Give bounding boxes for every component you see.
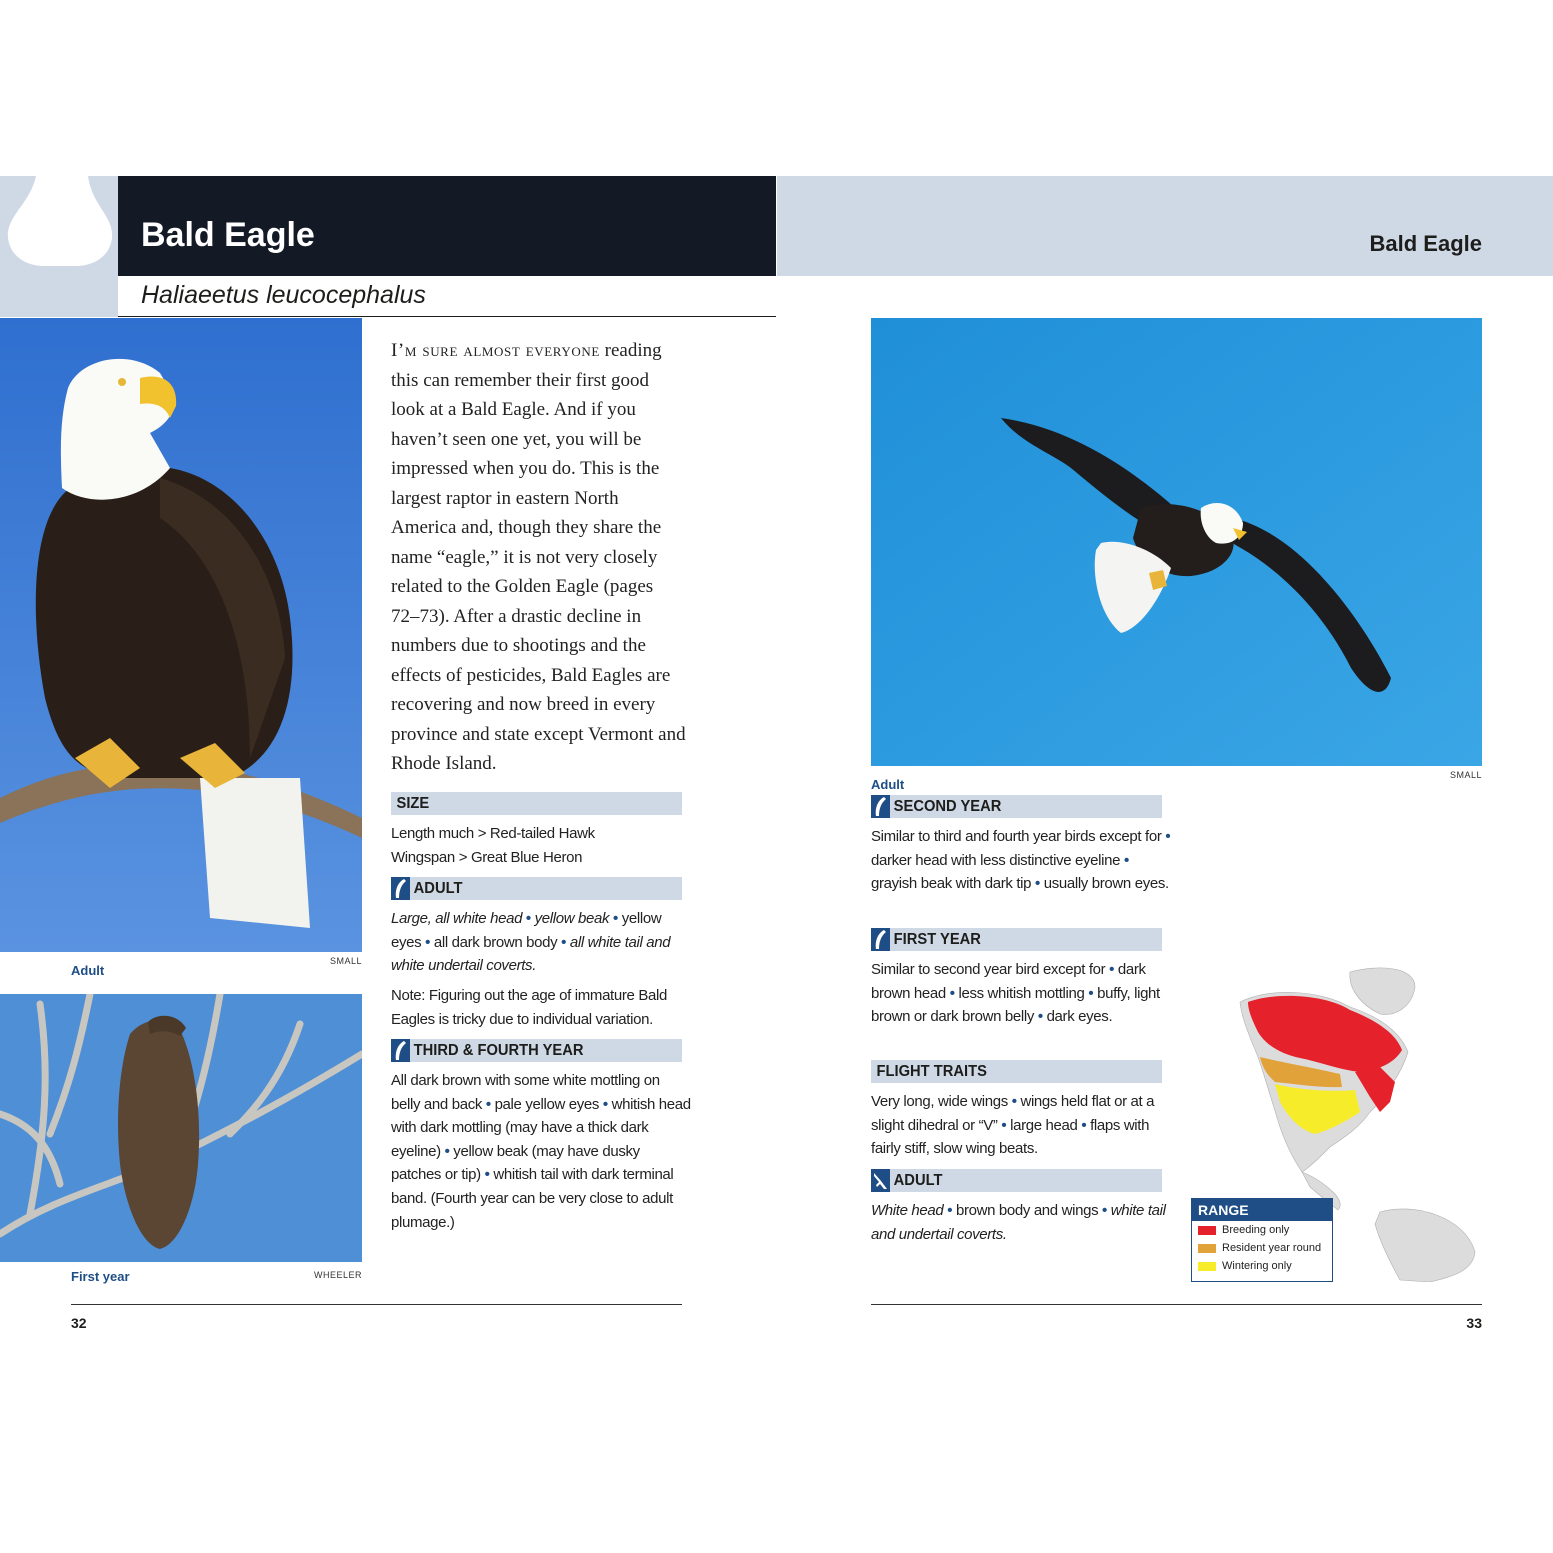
age-note: Note: Figuring out the age of immature Bald Eagles is tricky due to individual variation. (391, 987, 667, 1028)
trait: whitish head with dark mottling (may have a thick dark eyeline) (391, 1095, 691, 1160)
feather-icon (391, 1039, 410, 1062)
legend-swatch (1198, 1244, 1216, 1253)
trait: usually brown eyes. (1043, 875, 1169, 893)
feather-icon (871, 928, 890, 951)
scientific-name: Haliaeetus leucocephalus (141, 281, 426, 309)
size-length: Length much > Red-tailed Hawk (391, 825, 595, 842)
section-heading-third-fourth-year: THIRD & FOURTH YEAR (413, 1041, 584, 1059)
section-heading-adult: ADULT (413, 879, 463, 897)
trait: buffy, light brown or dark brown belly (871, 984, 1160, 1026)
section-text-second-year: Similar to third and fourth year birds except for • darker head with less distinctive eyeline • grayish beak with dark tip • usually brown eyes. (871, 828, 1171, 893)
flying-bird-icon (871, 1169, 890, 1192)
page-number-left: 32 (71, 1315, 87, 1331)
legend-row (1192, 1239, 1332, 1257)
trait: wings held flat or at a slight dihedral or “V” (871, 1093, 1155, 1134)
photo-caption-adult: Adult (71, 963, 105, 978)
feather-icon (871, 795, 890, 818)
photo-caption-adult-flight: Adult (871, 777, 905, 792)
adult-trait: yellow beak (534, 910, 610, 927)
trait: grayish beak with dark tip (871, 875, 1032, 893)
photo-adult-perched (0, 318, 362, 952)
photo-adult-flight (871, 318, 1482, 766)
feather-icon (391, 877, 410, 900)
section-text-third-fourth-year: All dark brown with some white mottling on belly and back • pale yellow eyes • whitish head with dark mottling (may have a thick dark eyeline) • yellow beak (may have dusky patches or tip) • whitish tail with dark terminal band. (Fourth year can be very close to adult plumage.) (391, 1072, 691, 1231)
trait: Very long, wide wings (871, 1093, 1008, 1110)
section-text-adult-flight: White head • brown body and wings • white tail and undertail coverts. (871, 1202, 1166, 1243)
section-bar-flight-traits (871, 1060, 1162, 1083)
trait: dark brown head (871, 961, 1146, 1002)
photo-caption-first-year: First year (71, 1269, 130, 1284)
trait: less whitish mottling (958, 984, 1085, 1002)
adult-trait: Large, all white head (391, 910, 523, 927)
trait: flaps with fairly stiff, slow wing beats. (871, 1116, 1150, 1158)
title-underline (118, 316, 776, 317)
drop-tab-icon (6, 176, 114, 266)
trait: Similar to third and fourth year birds except for (871, 828, 1162, 845)
adult-trait: all white tail and white undertail coverts. (391, 933, 671, 975)
intro-paragraph (391, 336, 686, 779)
trait: pale yellow eyes (494, 1095, 600, 1113)
photo-credit-first-year: WHEELER (313, 1270, 362, 1280)
trait: White head (871, 1202, 944, 1219)
footer-rule-right (871, 1304, 1482, 1305)
legend-swatch (1198, 1262, 1216, 1271)
legend-label: Resident year round (1222, 1242, 1322, 1254)
section-bar-third-fourth-year (391, 1039, 682, 1062)
footer-rule-left (71, 1304, 682, 1305)
header-band-right (777, 176, 1553, 276)
section-bar-adult-flight (871, 1169, 1162, 1192)
photo-first-year (0, 994, 362, 1262)
intro-lead: I’m sure almost everyone (391, 340, 600, 361)
section-bar-size (391, 792, 682, 815)
section-text-size (391, 822, 691, 869)
section-bar-first-year (871, 928, 1162, 951)
legend-row (1192, 1257, 1332, 1275)
size-wingspan: Wingspan > Great Blue Heron (391, 848, 583, 866)
trait: brown body and wings (955, 1202, 1099, 1219)
adult-trait: yellow eyes (391, 910, 662, 951)
adult-trait: all dark brown body (433, 933, 558, 951)
intro-text: reading this can remember their first good look at a Bald Eagle. And if you haven’t seen one yet, you will be impressed when you do. This is the largest raptor in eastern North America and, though they share the name “eagle,” it is not very closely related to the Golden Eagle (pages 72–73). After a drastic decline in numbers due to shootings and the effects of pesticides, Bald Eagles are recovering and now breed in every province and state except Vermont and Rhode Island. (391, 340, 686, 774)
photo-credit-adult: SMALL (329, 956, 362, 966)
section-heading-size: SIZE (396, 794, 430, 812)
trait: whitish tail with dark terminal band. (Fourth year can be very close to adult plumage.) (391, 1166, 674, 1231)
photo-credit-adult-flight: SMALL (1449, 770, 1482, 780)
section-text-flight-traits: Very long, wide wings • wings held flat or at a slight dihedral or “V” • large head • flaps with fairly stiff, slow wing beats. (871, 1093, 1155, 1158)
legend-row (1192, 1221, 1332, 1239)
trait: white tail and undertail coverts. (871, 1202, 1166, 1243)
legend-swatch (1198, 1226, 1216, 1235)
section-text-adult: Large, all white head • yellow beak • yellow eyes • all dark brown body • all white tail and white undertail coverts. (391, 910, 671, 975)
section-heading-flight-traits: FLIGHT TRAITS (876, 1062, 987, 1080)
legend-label: Wintering only (1222, 1260, 1292, 1272)
trait: darker head with less distinctive eyeline (871, 851, 1121, 869)
section-heading-second-year: SECOND YEAR (893, 797, 1002, 815)
legend-label: Breeding only (1222, 1224, 1290, 1236)
range-legend (1191, 1198, 1333, 1282)
section-heading-first-year: FIRST YEAR (893, 930, 981, 948)
page-number-right: 33 (1466, 1315, 1482, 1331)
section-text-first-year: Similar to second year bird except for • dark brown head • less whitish mottling • buffy, light brown or dark brown belly • dark eyes. (871, 961, 1160, 1026)
trait: Similar to second year bird except for (871, 961, 1106, 978)
section-bar-adult (391, 877, 682, 900)
range-legend-title: RANGE (1192, 1199, 1332, 1221)
section-heading-adult-flight: ADULT (893, 1171, 943, 1189)
running-head: Bald Eagle (1369, 231, 1482, 256)
trait: large head (1010, 1116, 1078, 1134)
trait: All dark brown with some white mottling on belly and back (391, 1072, 660, 1113)
trait: yellow beak (may have dusky patches or tip) (391, 1142, 640, 1184)
section-bar-second-year (871, 795, 1162, 818)
trait: dark eyes. (1046, 1008, 1113, 1026)
species-title: Bald Eagle (141, 216, 315, 254)
